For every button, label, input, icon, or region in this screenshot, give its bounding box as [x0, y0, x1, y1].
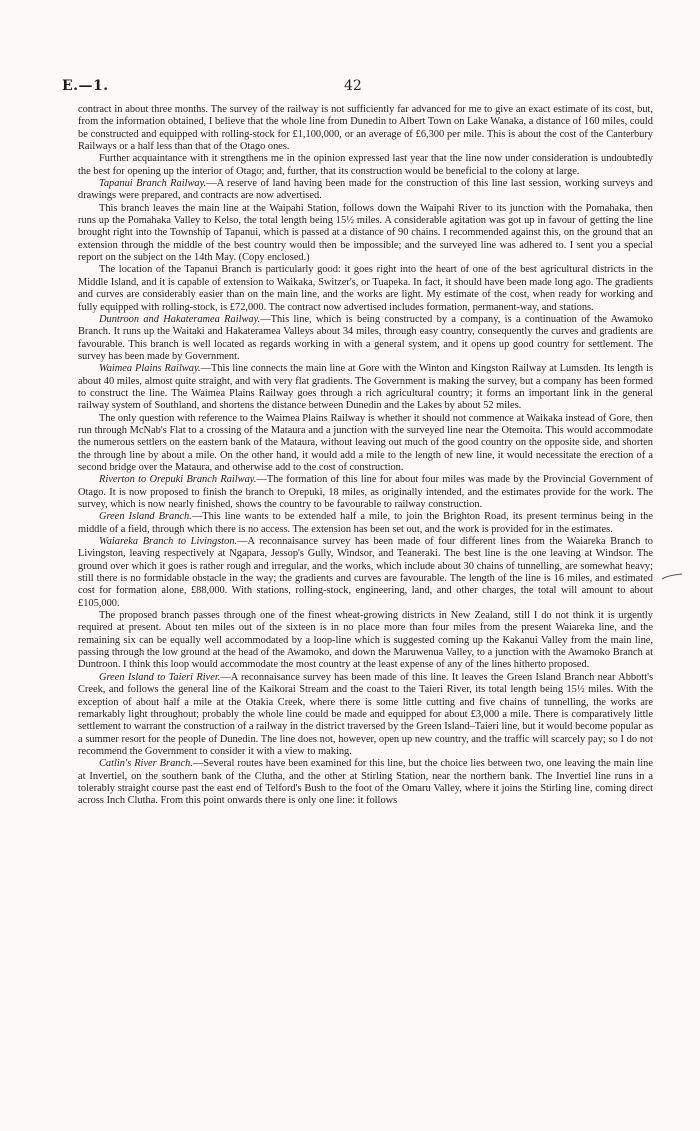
section-title: Waiareka Branch to Livingston. [99, 536, 238, 548]
paragraph: The only question with reference to the Waimea Plains Railway is whether it should not commence at Waikaka instead of Gore, then run through McNab's Flat to a crossing of the Mataura and a junction with the surveyed line near the Otemoita. This would accommodate the numerous settlers on the eastern bank of the Mataura, without leaving out much of the good country on the opposite side, and shorten the through line by about a mile. On the other hand, it would add a mile to the length of new line, it would necessitate the erection of a second bridge over the Mataura, and otherwise add to the cost of construction. [78, 412, 653, 473]
paragraph: Duntroon and Hakateramea Railway.—This line, which is being constructed by a company, is a continuation of the Awamoko Branch. It runs up the Waitaki and Hakateramea Valleys about 34 miles, through easy country, consequently the curves and gradients are favourable. This branch is well located as regards working in with a general system, and it opens up good country for settlement. The survey has been made by Government. [78, 313, 653, 362]
paragraph: The location of the Tapanui Branch is particularly good: it goes right into the heart of one of the best agricultural districts in the Middle Island, and it is capable of extension to Waikaka, Switzer's, or Tuapeka. In fact, it should have been made long ago. The gradients and curves are considerably easier than on the main line, and the works are light. My estimate of the cost, when ready for working and fully equipped with rolling-stock, is £72,000. The contract now advertised includes formation, permanent-way, and stations. [78, 264, 653, 313]
section-title: Riverton to Orepuki Branch Railway. [99, 474, 257, 486]
section-title: Catlin's River Branch. [99, 758, 193, 770]
page-header [62, 78, 652, 100]
paragraph: The proposed branch passes through one of the finest wheat-growing districts in New Zealand, still I do not think it is urgently required at present. About ten miles out of the sixteen is in no place more than four miles from the present Waiareka line, and the remaining six can be equally well accommodated by a loop-line which is suggested coming up the Kakanui Valley from the main line, passing through the low ground at the head of the Awamoko, and down the Maruwenua Valley, to a junction with the Awamoko Branch at Duntroon. I think this loop would accommodate the most country at the least expense of any of the lines hitherto proposed. [78, 610, 653, 671]
paragraph: This branch leaves the main line at the Waipahi Station, follows down the Waipahi River to its junction with the Pomahaka, then runs up the Pomahaka Valley to Kelso, the total length being 15½ miles. A considerable agitation was got up in favour of getting the line brought right into the Township of Tapanui, which is passed at a distance of 90 chains. I recommended against this, on the ground that an extension through the middle of the best country would then be impossible; and the surveyed line was adhered to. I sent you a special report on the subject on the 14th May. (Copy enclosed.) [78, 202, 653, 264]
section-title: Green Island to Taieri River. [99, 671, 221, 683]
section-title: Tapanui Branch Railway. [99, 178, 207, 190]
paragraph: Green Island Branch.—This line wants to be extended half a mile, to join the Brighton Road, its present terminus being in the middle of a field, through which there is no access. The extension has been set out, and the work is provided for in the estimates. [78, 511, 653, 535]
paragraph: contract in about three months. The survey of the railway is not sufficiently far advanced for me to give an exact estimate of its cost, but, from the information obtained, I believe that the whole line from Dunedin to Albert Town on Lake Wanaka, a distance of 160 miles, could be constructed and equipped with rolling-stock for £1,100,000, or an average of £6,300 per mile. This is about the cost of the Canterbury Railways or a half less than that of the Otago ones. [78, 104, 653, 153]
paragraph: Riverton to Orepuki Branch Railway.—The formation of this line for about four miles was made by the Provincial Government of Otago. It is now proposed to finish the branch to Orepuki, 18 miles, as originally intended, and the estimates provide for the work. The survey, which is now nearly finished, shows the country to be favourable to railway construction. [78, 474, 653, 510]
paragraph: Tapanui Branch Railway.—A reserve of land having been made for the construction of this line last session, working surveys and drawings were prepared, and contracts are now advertised. [78, 178, 653, 202]
section-title: Duntroon and Hakateramea Railway. [99, 313, 261, 325]
paragraph: Catlin's River Branch.—Several routes have been examined for this line, but the choice lies between two, one leaving the main line at Invertiel, on the southern bank of the Clutha, and the other at Stirling Station, near the northern bank. The Invertiel line runs in a tolerably straight course past the east end of Telford's Bush to the foot of the Omaru Valley, where it joins the Stirling line, coming direct across Inch Clutha. From this point onwards there is only one line: it follows [78, 758, 653, 807]
margin-pencil-mark [661, 572, 683, 582]
page-number: 42 [344, 78, 362, 94]
paragraph: Waiareka Branch to Livingston.—A reconnaisance survey has been made of four different lines from the Waiareka Branch to Livingston, leaving respectively at Ngapara, Jessop's Gully, Windsor, and Teaneraki. The best line is the one leaving at Windsor. The ground over which it goes is rather rough and irregular, and the works, which include about 30 chains of tunnelling, are somewhat heavy; still there is no formidable obstacle in the way; the gradients and curves are favourable. The length of the line is 16 miles, and estimated cost for formation alone, £88,000. With stations, rolling-stock, engineering, land, and other charges, the total will amount to about £105,000. [78, 536, 653, 609]
report-body [78, 104, 653, 808]
section-title: Waimea Plains Railway. [99, 363, 201, 375]
section-title: Green Island Branch. [99, 511, 192, 523]
paragraph: Waimea Plains Railway.—This line connects the main line at Gore with the Winton and Kingston Railway at Lumsden. Its length is about 40 miles, almost quite straight, and with very flat gradients. The Government is making the survey, but a company has been formed to construct the line. The Waimea Plains Railway goes through a rich agricultural country; it forms an important link in the general railway system of Southland, and shortens the distance between Dunedin and the Lakes by about 52 miles. [78, 363, 653, 412]
paragraph: Further acquaintance with it strengthens me in the opinion expressed last year that the line now under consideration is undoubtedly the best for opening up the interior of Otago; and, further, that its construction would be beneficial to the colony at large. [78, 153, 653, 177]
paragraph: Green Island to Taieri River.—A reconnaisance survey has been made of this line. It leaves the Green Island Branch near Abbott's Creek, and follows the general line of the Kaikorai Stream and the coast to the Taieri River, its total length being 15½ miles. With the exception of about half a mile at the Otakia Creek, where there is some little cutting and five chains of tunnelling, the works are remarkably light throughout; probably the whole line could be made and equipped for about £3,000 a mile. There is comparatively little settlement to warrant the construction of a railway in the district traversed by the Green Island–Taieri line, but it would become popular as a summer resort for the people of Dunedin. The line does not, however, open up new country, and the traffic will scarcely pay; so I do not recommend the Government to consider it with a view to making. [78, 671, 653, 757]
document-reference: E.—1. [62, 78, 109, 94]
